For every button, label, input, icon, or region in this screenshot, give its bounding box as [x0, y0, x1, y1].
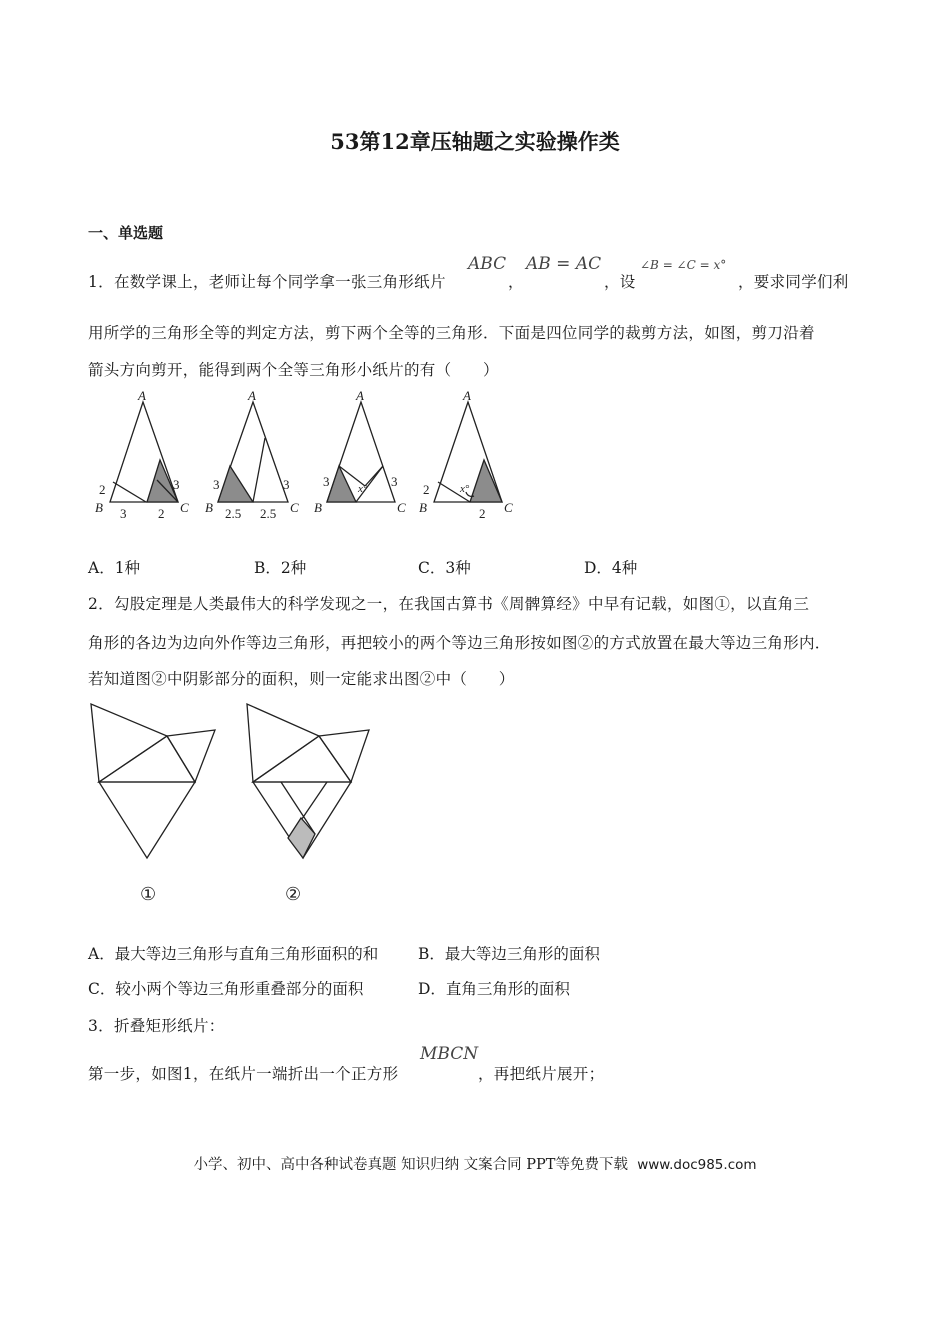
f1-num-b2: 2	[158, 506, 165, 520]
q1-text-a: 1．在数学课上，老师让每个同学拿一张三角形纸片	[88, 273, 446, 291]
q2-line2: 角形的各边为边向外作等边三角形，再把较小的两个等边三角形按如图②的方式放置在最大等边三角形内．	[88, 634, 831, 652]
q2-fig2	[247, 704, 369, 858]
f2-num-right: 3	[283, 477, 290, 492]
q2-fig2-label: ②	[285, 884, 302, 904]
q1-option-a: A．1种	[88, 559, 141, 577]
q1-fig2	[218, 402, 288, 502]
f2-num-b1: 2.5	[225, 506, 242, 520]
q1-line1	[88, 270, 446, 292]
section-heading: 一、单选题	[88, 224, 164, 242]
f4-angle-label: x°	[460, 483, 470, 495]
f3-label-a: A	[356, 388, 364, 403]
q1-option-b: B．2种	[254, 559, 307, 577]
f3-num-left: 3	[323, 474, 330, 489]
f2-num-b2: 2.5	[260, 506, 277, 520]
q1-math-abc: ABC	[468, 254, 507, 274]
q3-math-mbcn: MBCN	[420, 1044, 479, 1064]
q1-fig1	[110, 402, 178, 502]
f1-label-b: B	[95, 500, 103, 515]
f1-num-right: 3	[173, 477, 180, 492]
q2-option-c: C．较小两个等边三角形重叠部分的面积	[88, 980, 364, 998]
q2-figures	[85, 698, 395, 908]
f4-label-b: B	[419, 500, 427, 515]
f4-num-bottom: 2	[479, 506, 486, 520]
q2-option-a: A．最大等边三角形与直角三角形面积的和	[88, 945, 379, 963]
page-footer	[0, 1153, 950, 1174]
f1-label-c: C	[180, 500, 189, 515]
footer-url[interactable]: www.doc985.com	[637, 1157, 757, 1173]
q2-line1: 2．勾股定理是人类最伟大的科学发现之一，在我国古算书《周髀算经》中早有记载，如图①，以直角三	[88, 595, 810, 613]
page-title: 53第12章压轴题之实验操作类	[330, 129, 620, 154]
q2-fig1	[91, 704, 215, 858]
q1-option-d: D．4种	[584, 559, 638, 577]
f2-label-a: A	[248, 388, 256, 403]
f4-label-c: C	[504, 500, 513, 515]
q1-text-b: ，要求同学们利	[738, 273, 849, 291]
q1-line2: 用所学的三角形全等的判定方法，剪下两个全等的三角形．下面是四位同学的裁剪方法，如图，剪刀沿着	[88, 324, 815, 342]
q1-option-c: C．3种	[418, 559, 471, 577]
f2-num-left: 3	[213, 477, 220, 492]
q3-line1: 3．折叠矩形纸片：	[88, 1017, 225, 1035]
f3-label-b: B	[314, 500, 322, 515]
f2-label-c: C	[290, 500, 299, 515]
f4-label-a: A	[463, 388, 471, 403]
q3-line2-a: 第一步，如图1，在纸片一端折出一个正方形	[88, 1065, 399, 1083]
q2-fig1-label: ①	[140, 884, 157, 904]
q1-math-angle: ∠B = ∠C = x°	[640, 258, 727, 272]
f3-num-right: 3	[391, 474, 398, 489]
f3-angle-label: x°	[358, 483, 368, 495]
f1-label-a: A	[138, 388, 146, 403]
q1-line3: 箭头方向剪开，能得到两个全等三角形小纸片的有（ ）	[88, 361, 499, 379]
footer-text: 小学、初中、高中各种试卷真题 知识归纳 文案合同 PPT等免费下载	[193, 1157, 628, 1173]
q1-figures	[88, 388, 518, 520]
f2-label-b: B	[205, 500, 213, 515]
f3-label-c: C	[397, 500, 406, 515]
q3-line2-b: ，再把纸片展开；	[478, 1065, 605, 1083]
q1-math-ab-ac: AB = AC	[526, 254, 602, 274]
q2-option-b: B．最大等边三角形的面积	[418, 945, 600, 963]
f1-num-left: 2	[99, 482, 106, 497]
q2-line3: 若知道图②中阴影部分的面积，则一定能求出图②中（ ）	[88, 670, 515, 688]
q1-comma1: ，	[508, 273, 524, 291]
q2-option-d: D．直角三角形的面积	[418, 980, 570, 998]
f1-num-b1: 3	[120, 506, 127, 520]
f4-num-left: 2	[423, 482, 430, 497]
q1-comma2: ，设	[604, 273, 636, 291]
